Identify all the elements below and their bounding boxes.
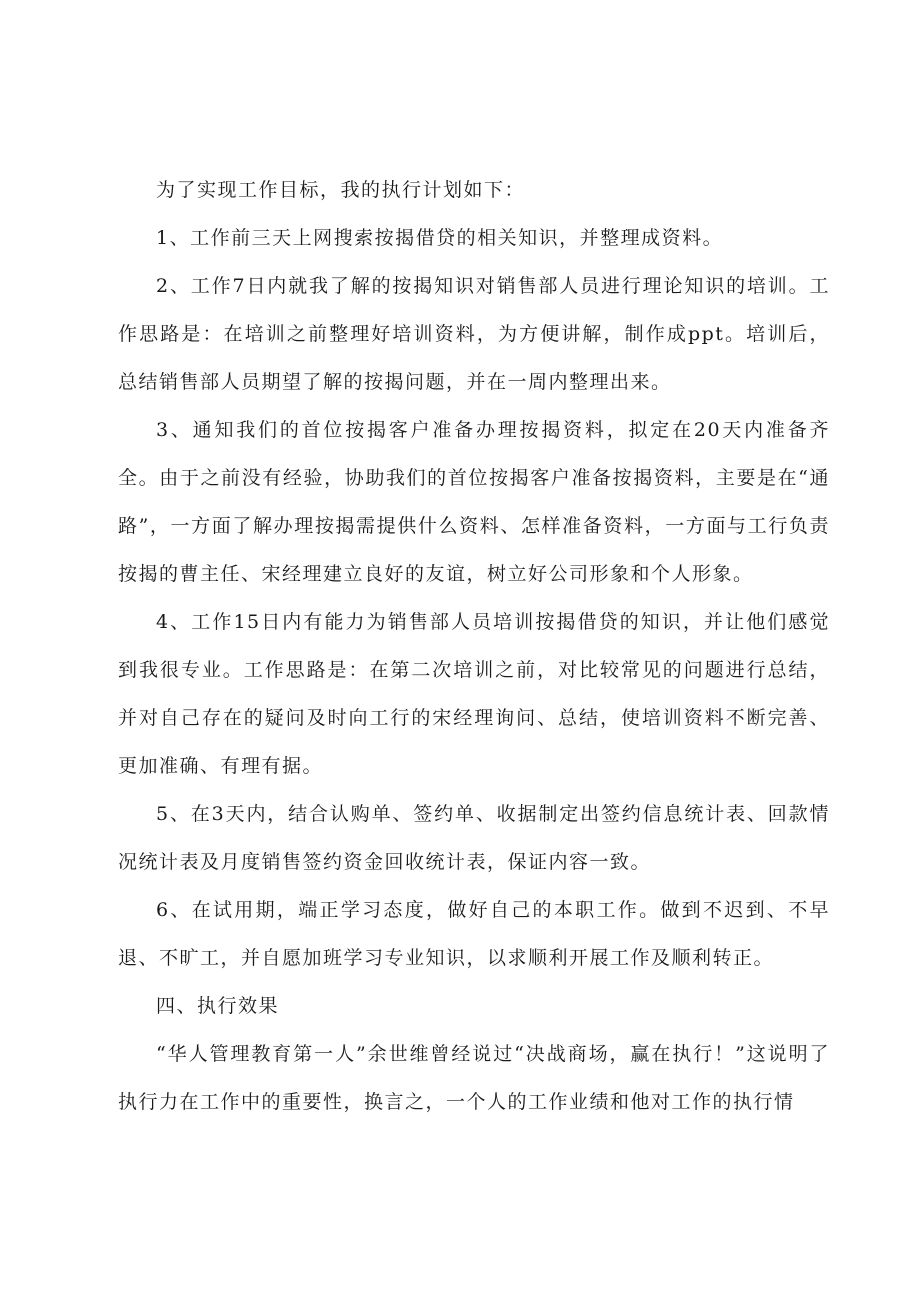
plan-item-4: 4、工作15日内有能力为销售部人员培训按揭借贷的知识，并让他们感觉到我很专业。工作思路是：在第二次培训之前，对比较常见的问题进行总结，并对自己存在的疑问及时向工行的宋经理询问、总结，使培训资料不断完善、更加准确、有理有据。: [118, 611, 830, 777]
plan-item-2: 2、工作7日内就我了解的按揭知识对销售部人员进行理论知识的培训。工作思路是：在培训之前整理好培训资料，为方便讲解，制作成ppt。培训后，总结销售部人员期望了解的按揭问题，并在一周内整理出来。: [118, 275, 830, 393]
plan-item-6: 6、在试用期，端正学习态度，做好自己的本职工作。做到不迟到、不早退、不旷工，并自愿加班学习专业知识，以求顺利开展工作及顺利转正。: [118, 899, 830, 969]
intro-paragraph: 为了实现工作目标，我的执行计划如下：: [156, 179, 526, 201]
section-heading: 四、执行效果: [156, 995, 280, 1017]
document-body: [118, 166, 830, 1126]
plan-item-1: 1、工作前三天上网搜索按揭借贷的相关知识，并整理成资料。: [156, 227, 724, 249]
plan-item-5: 5、在3天内，结合认购单、签约单、收据制定出签约信息统计表、回款情况统计表及月度销售签约资金回收统计表，保证内容一致。: [118, 803, 830, 873]
plan-item-3: 3、通知我们的首位按揭客户准备办理按揭资料，拟定在20天内准备齐全。由于之前没有经验，协助我们的首位按揭客户准备按揭资料，主要是在“通路”，一方面了解办理按揭需提供什么资料、怎样准备资料，一方面与工行负责按揭的曹主任、宋经理建立良好的友谊，树立好公司形象和个人形象。: [118, 419, 830, 585]
closing-paragraph: “华人管理教育第一人”余世维曾经说过“决战商场，赢在执行！”这说明了执行力在工作中的重要性，换言之，一个人的工作业绩和他对工作的执行情: [118, 1043, 830, 1113]
